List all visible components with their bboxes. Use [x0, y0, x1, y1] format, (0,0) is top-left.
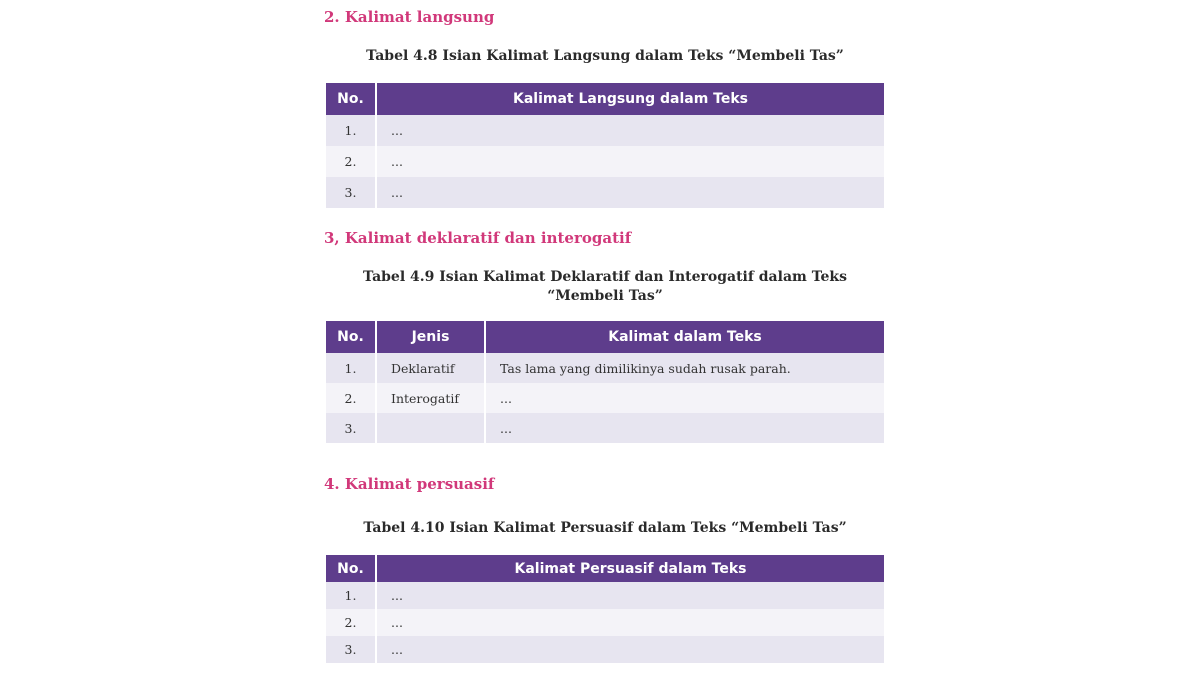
cell-sentence: ... [485, 413, 884, 443]
cell-no: 1. [326, 582, 376, 609]
table-row [326, 413, 884, 443]
cell-no: 3. [326, 177, 376, 208]
table-header-row [326, 83, 884, 115]
header-no: No. [326, 321, 376, 353]
header-sentence: Kalimat Langsung dalam Teks [376, 83, 884, 115]
cell-no: 2. [326, 383, 376, 413]
cell-no: 3. [326, 636, 376, 663]
cell-sentence: ... [376, 177, 884, 208]
caption-line-2: “Membeli Tas” [547, 288, 663, 304]
table-row [326, 177, 884, 208]
cell-sentence: ... [485, 383, 884, 413]
table-row [326, 353, 884, 383]
cell-sentence: ... [376, 115, 884, 146]
header-sentence: Kalimat Persuasif dalam Teks [376, 555, 884, 582]
table-declarative-interrogative [326, 321, 884, 443]
cell-sentence: Tas lama yang dimilikinya sudah rusak parah. [485, 353, 884, 383]
section-heading-declarative-interrogative: 3, Kalimat deklaratif dan interogatif [324, 229, 632, 247]
section-heading-direct-sentence: 2. Kalimat langsung [324, 8, 495, 26]
table-row [326, 582, 884, 609]
table-caption-4-8: Tabel 4.8 Isian Kalimat Langsung dalam Teks “Membeli Tas” [366, 48, 844, 64]
cell-sentence: ... [376, 636, 884, 663]
cell-no: 1. [326, 353, 376, 383]
table-direct-sentence [326, 83, 884, 208]
cell-no: 1. [326, 115, 376, 146]
header-no: No. [326, 555, 376, 582]
table-caption-4-9 [326, 268, 884, 306]
table-row [326, 115, 884, 146]
table-row [326, 636, 884, 663]
cell-sentence: ... [376, 146, 884, 177]
cell-no: 2. [326, 146, 376, 177]
table-row [326, 609, 884, 636]
cell-sentence: ... [376, 582, 884, 609]
header-type: Jenis [376, 321, 485, 353]
cell-type [376, 413, 485, 443]
cell-no: 2. [326, 609, 376, 636]
header-no: No. [326, 83, 376, 115]
cell-sentence: ... [376, 609, 884, 636]
header-sentence: Kalimat dalam Teks [485, 321, 884, 353]
cell-no: 3. [326, 413, 376, 443]
table-persuasive [326, 555, 884, 663]
cell-type: Deklaratif [376, 353, 485, 383]
table-header-row [326, 321, 884, 353]
cell-type: Interogatif [376, 383, 485, 413]
table-header-row [326, 555, 884, 582]
table-row [326, 146, 884, 177]
section-heading-persuasive: 4. Kalimat persuasif [324, 475, 495, 493]
caption-line-1: Tabel 4.9 Isian Kalimat Deklaratif dan Interogatif dalam Teks [362, 269, 848, 285]
table-caption-4-10: Tabel 4.10 Isian Kalimat Persuasif dalam Teks “Membeli Tas” [363, 520, 847, 536]
table-row [326, 383, 884, 413]
